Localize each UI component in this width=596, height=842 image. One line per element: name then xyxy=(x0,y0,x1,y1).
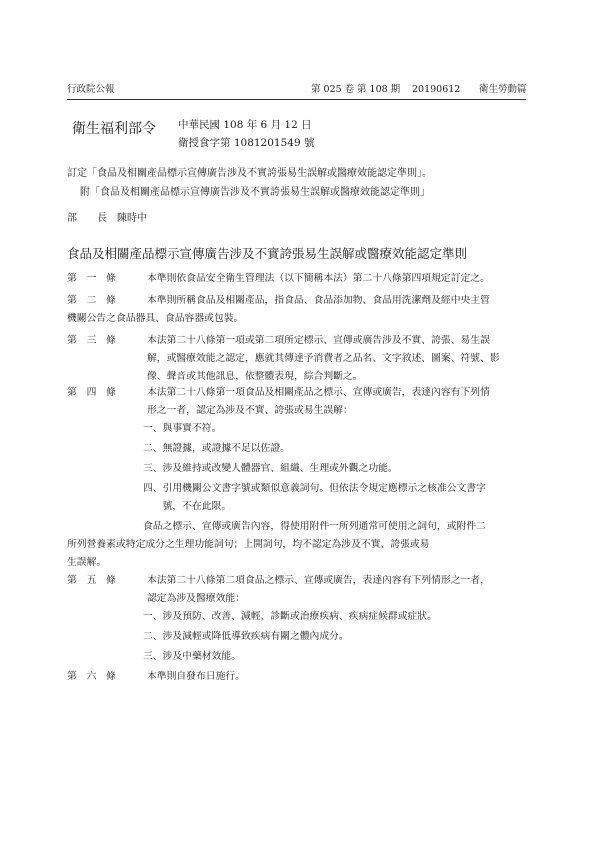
list-item: 一、涉及預防、改善、減輕、診斷或治療疾病、疾病症候群或症狀。 xyxy=(143,611,437,622)
article-text: 解，或醫療效能之認定，應就其傳達予消費者之品名、文字敘述、圖案、符號、影 xyxy=(147,353,500,364)
article-label: 第 一 條 xyxy=(67,273,116,284)
paragraph-text: 所列營養素或特定成分之生理功能詞句；上開詞句，均不認定為涉及不實、誇張或易 xyxy=(67,539,430,550)
attachment-note: 附「食品及相關產品標示宣傳廣告涉及不實誇張易生誤解或醫療效能認定準則」 xyxy=(80,187,430,198)
article-text: 本準則自發布日施行。 xyxy=(147,671,245,682)
article-text: 本法第二十八條第一項食品及相關產品之標示、宣傳或廣告，表達內容有下列情 xyxy=(147,387,490,398)
article-text: 本準則所稱食品及相關產品，指食品、食品添加物、食品用洗潔劑及經中央主管 xyxy=(147,295,490,306)
article-text: 本準則依食品安全衛生管理法（以下簡稱本法）第二十八條第四項規定訂定之。 xyxy=(147,273,490,284)
issuing-agency: 衛生福利部令 xyxy=(72,121,156,137)
list-item: 四、引用機關公文書字號或類似意義詞句。但依法令規定應標示之核准公文書字 xyxy=(143,483,486,494)
list-item: 一、與事實不符。 xyxy=(143,423,222,434)
gazette-header xyxy=(0,0,596,100)
article-label: 第 六 條 xyxy=(67,671,116,682)
article-text: 形之一者，認定為涉及不實、誇張或易生誤解： xyxy=(147,405,353,416)
list-item: 二、無證據，或證據不足以佐證。 xyxy=(143,443,290,454)
document-number: 衛授食字第 1081201549 號 xyxy=(178,137,315,149)
list-item: 號，不在此限。 xyxy=(143,501,232,512)
header-divider xyxy=(67,99,526,100)
regulation-title: 食品及相關產品標示宣傳廣告涉及不實誇張易生誤解或醫療效能認定準則 xyxy=(67,246,468,261)
publisher-name: 行政院公報 xyxy=(67,84,115,95)
list-item: 三、涉及維持或改變人體器官、組織、生理或外觀之功能。 xyxy=(143,463,398,474)
paragraph-text: 生誤解。 xyxy=(67,557,107,568)
article-label: 第 二 條 xyxy=(67,295,116,306)
list-item: 三、涉及中藥材效能。 xyxy=(143,651,241,662)
section-name: 衛生勞動篇 xyxy=(479,84,527,95)
article-text: 像、聲音或其他訊息，依整體表現，綜合判斷之。 xyxy=(147,371,363,382)
volume-number: 第 025 卷 xyxy=(311,84,355,95)
order-date: 中華民國 108 年 6 月 12 日 xyxy=(178,119,312,131)
signatory: 部 長 陳時中 xyxy=(67,213,147,224)
article-label: 第 四 條 xyxy=(67,387,116,398)
publication-date: 20190612 xyxy=(412,84,461,95)
issue-number: 第 108 期 xyxy=(357,84,401,95)
article-text: 認定為涉及醫療效能： xyxy=(147,593,245,604)
paragraph-text: 食品之標示、宣傳或廣告內容，得使用附件一所列通常可使用之詞句，或附件二 xyxy=(143,521,486,532)
order-text: 訂定「食品及相關產品標示宣傳廣告涉及不實誇張易生誤解或醫療效能認定準則」。 xyxy=(67,168,432,179)
article-text: 本法第二十八條第一項或第二項所定標示、宣傳或廣告涉及不實、誇張、易生誤 xyxy=(147,335,490,346)
article-text: 機關公告之食品器具、食品容器或包裝。 xyxy=(67,313,244,324)
article-label: 第 三 條 xyxy=(67,335,116,346)
list-item: 二、涉及減輕或降低導致疾病有關之體內成分。 xyxy=(143,631,349,642)
article-text: 本法第二十八條第二項食品之標示、宣傳或廣告，表達內容有下列情形之一者， xyxy=(147,575,490,586)
article-label: 第 五 條 xyxy=(67,575,116,586)
